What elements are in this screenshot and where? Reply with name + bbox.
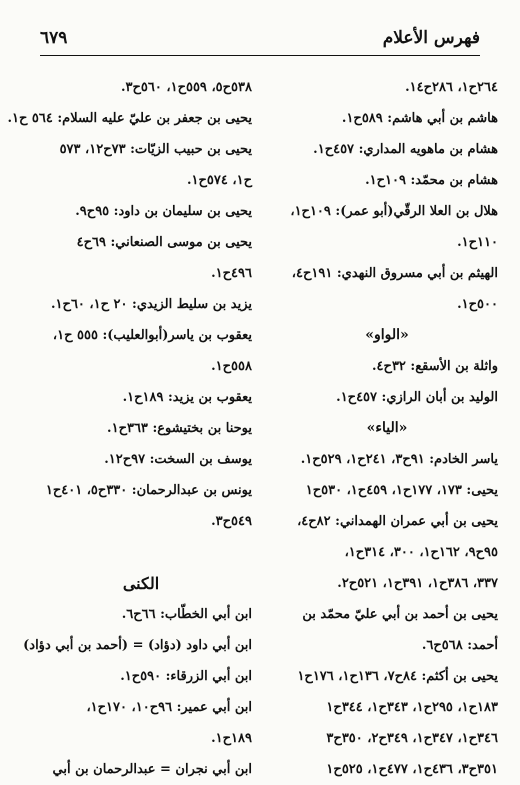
index-entry-line: ح١، ٥٧٤ح١.	[187, 173, 252, 188]
index-entry-line: ابن أبي الخطّاب: ٦٦ح٦.	[121, 607, 252, 622]
blank-line	[30, 537, 252, 568]
index-entry-line: أحمد: ٥٦٨ح٦.	[421, 638, 498, 653]
index-entry-line: يزيد بن سليط الزيدي: ٢٠ ح١، ٦٠ح١.	[51, 297, 252, 312]
index-entry-line: يحيى بن حبيب الزيّات: ٧٣ح١٢، ٥٧٣	[59, 142, 252, 157]
index-entry-line: هشام بن محمّد: ١٠٩ح١.	[365, 173, 498, 188]
index-entry-line: ٣٤٦ح١، ٣٤٧ح١، ٣٤٩ح٢، ٣٥٠ح٣	[326, 731, 498, 746]
index-entry-line: يحيى بن موسى الصنعاني: ٦٩ح٤	[76, 235, 252, 250]
index-entry-line: ٣٣٧، ٣٨٦ح١، ٣٩١ح١، ٥٢١ح٢.	[337, 576, 498, 591]
index-entry-line: يعقوب بن ياسر(أبوالعليب): ٥٥٥ ح١،	[52, 328, 252, 343]
section-heading: الكنى	[122, 574, 160, 593]
index-entry-line: يحيى بن جعفر بن عليّ عليه السلام: ٥٦٤ ح١.	[7, 111, 252, 126]
index-entry-line: يوحنا بن بختيشوع: ٣٦٣ح١.	[107, 421, 252, 436]
index-entry-line: ابن أبي الزرقاء: ٥٩٠ح١.	[120, 669, 252, 684]
index-entry-line: ١٨٣ح١، ٢٩٥ح١، ٣٤٣ح١، ٣٤٤ح١	[326, 700, 498, 715]
index-entry-line: ١٨٩ح١.	[211, 731, 252, 746]
index-entry-line: يحيى: ١٧٣، ١٧٧ح١، ٤٥٩ح١، ٥٣٠ح١	[305, 483, 498, 498]
index-entry-line: يحيى بن أبي عمران الهمداني: ٨٢ح٤،	[297, 514, 498, 529]
index-entry-line: هلال بن العلا الرقّي(أبو عمر): ١٠٩ح١،	[290, 204, 498, 219]
index-entry-line: ابن أبي داود (دؤاد) = (أحمد بن أبي دؤاد)	[23, 638, 252, 653]
index-entry-line: يعقوب بن يزيد: ١٨٩ح١.	[122, 390, 252, 405]
index-entry-line: يحيى بن سليمان بن داود: ٩٥ح٩.	[75, 204, 252, 219]
section-heading: «الواو»	[365, 327, 409, 343]
index-entry-line: ٥٥٨ح١.	[211, 359, 252, 374]
index-entry-line: ١١٠ح١.	[457, 235, 498, 250]
index-entry-line: يونس بن عبدالرحمان: ٣٣٠ح٥، ٤٠١ح١	[45, 483, 252, 498]
index-column-left	[7, 72, 252, 785]
index-entry-line: يحيى بن أكثم: ٨٤ح٧، ١٣٦ح١، ١٧٦ح١	[297, 669, 498, 684]
index-entry-line: الوليد بن أبان الرازي: ٤٥٧ح١.	[336, 390, 498, 405]
index-entry-line: ٢٦٤ح١، ٢٨٦ح١٤.	[405, 80, 498, 95]
header-rule	[40, 55, 480, 56]
index-entry-line: هشام بن ماهويه المداري: ٤٥٧ح١.	[313, 142, 498, 157]
running-title: فهرس الأعلام	[382, 28, 480, 48]
index-entry-line: يوسف بن السخت: ٩٧ح١٢.	[104, 452, 252, 467]
index-entry-line: ٤٩٦ح١.	[211, 266, 252, 281]
index-column-right	[276, 72, 498, 785]
page-number: ٦٧٩	[40, 28, 68, 48]
index-entry-line: يحيى بن أحمد بن أبي عليّ محمّد بن	[302, 607, 498, 622]
index-entry-line: ٥٠٠ح١.	[457, 297, 498, 312]
section-heading: «الياء»	[366, 420, 408, 436]
index-entry-line: واثلة بن الأسقع: ٣٢ح٤.	[372, 359, 498, 374]
index-entry-line: ٥٣٨ح٥، ٥٥٩ح١، ٥٦٠ح٣.	[120, 80, 252, 95]
index-entry-line: الهيثم بن أبي مسروق النهدي: ١٩١ح٤،	[291, 266, 498, 281]
index-entry-line: ابن أبي نجران = عبدالرحمان بن أبي	[52, 762, 252, 777]
page-header	[40, 26, 480, 56]
index-entry-line: ٩٥ح٩، ١٦٢ح١، ٣٠٠، ٣١٤ح١،	[344, 545, 498, 560]
index-entry-line: ٥٤٩ح٣.	[211, 514, 252, 529]
index-entry-line: هاشم بن أبي هاشم: ٥٨٩ح١.	[341, 111, 498, 126]
index-entry-line: ابن أبي عمير: ٩٦ح١٠، ١٧٠ح١،	[86, 700, 252, 715]
index-entry-line: ٣٥١ح٣، ٤٣٦ح١، ٤٧٧ح١، ٥٢٥ح١	[326, 762, 498, 777]
index-entry-line: ياسر الخادم: ٩١ح٣، ٢٤١ح١، ٥٢٩ح١.	[300, 452, 498, 467]
